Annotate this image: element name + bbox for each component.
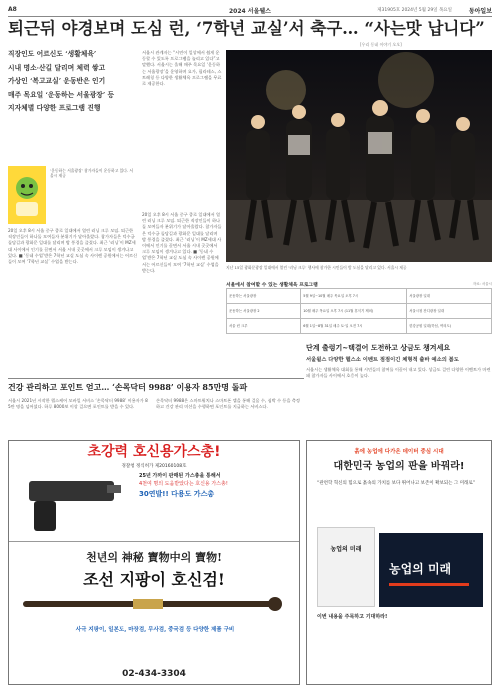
article-body-left: 20일 오후 8시 서울 중구 종로 일대에서 열린 러닝 크루 모임. 퇴근한 직장인들이 하나둘 모여들자 분위기가 달아올랐다. 참가자들은 덕수궁 돌담길과 광화문 일대를 달리며 밤 풍경을 즐겼다. 최근 ‘러닝’이 MZ세대 사이에서 인기를 끌면서 서울 시내 곳곳에서 크루 모임이 생겨나고 있다. ■ ‘동네 수업’받은 7학년 교실 도심 속 사이렌 공원에서는 어르신들이 모여 ‘7학년 교실’ 수업을 받는다. <box>8 228 138 265</box>
ad-top-line: 흙에 농업에 다가온 데이터 중심 시대 <box>354 449 444 455</box>
ad-lines <box>139 472 299 500</box>
book-title: 농업의 미래 <box>330 546 362 553</box>
schedule-title: 서울에서 참여할 수 있는 생활체육 프로그램 <box>226 282 318 288</box>
svg-text:농업의 미래: 농업의 미래 <box>389 562 452 576</box>
subhead-block <box>8 48 138 116</box>
section-rule <box>8 378 304 379</box>
page-number: A8 <box>8 6 17 13</box>
schedule-table <box>226 288 492 334</box>
table-cell: 서울 런 크루 <box>227 319 301 334</box>
table-cell: 서울광장 일대 <box>407 289 492 304</box>
article-body-middle-2: 20일 오후 8시 서울 중구 종로 일대에서 열린 러닝 크루 모임. 퇴근한 직장인들이 하나둘 모여들자 분위기가 달아올랐다. 참가자들은 덕수궁 돌담길과 광화문 일대를 달리며 밤 풍경을 즐겼다. 최근 ‘러닝’이 MZ세대 사이에서 인기를 끌면서 서울 시내 곳곳에서 크루 모임이 생겨나고 있다. ■ ‘동네 수업’받은 7학년 교실 도심 속 사이렌 공원에서는 어르신들이 모여 ‘7학년 교실’ 수업을 받는다. <box>142 212 222 273</box>
ad-line: 25년 가까이 판매된 가스총을 통해서 <box>139 473 221 479</box>
ad-tagline: 천년의 神秘 寶物中의 寶物! <box>86 551 222 564</box>
book-cover <box>317 527 375 607</box>
subhead-line: 직장인도 어르신도 ‘생활체육’ <box>8 50 97 58</box>
book-image <box>379 533 483 607</box>
table-row <box>227 319 492 334</box>
ad-gas-gun <box>8 440 300 685</box>
ad-bottom-text: 사극 지팡이, 일본도, 마장검, 무사검, 중국검 등 다양한 제품 구비 <box>75 627 235 633</box>
bottom-headline: 건강 관리하고 포인트 얻고… ‘손목닥터 9988’ 이용자 85만명 돌파 <box>8 382 248 392</box>
newspaper-logo: 동아일보 <box>468 8 492 15</box>
issue-date: 제31905호 2024년 5월 29일 목요일 <box>377 8 452 13</box>
bottom-article-left: 서울시 2021년 시작한 헬스케어 모바일 서비스 ‘손목닥터 9988’ 이용자가 85만 명을 넘어섰다. 하루 8000보 이상 걸으면 포인트를 받을 수 있다. <box>8 398 148 410</box>
mascot-illustration <box>8 166 46 224</box>
table-cell: 운동하는 서울광장 2 <box>227 304 301 319</box>
subhead-line: 시내 명소·산길 달리며 체력 쌓고 <box>8 63 106 72</box>
table-cell: 6월 1일~8월 31일 매주 토·일 오전 7시 <box>301 319 407 334</box>
bottom-article-right: 손목닥터 9988은 스마트워치나 스마트폰 앱을 통해 걸음 수, 심박 수 등을 측정하고 건강 관리 미션을 수행하면 포인트를 지급하는 서비스다. <box>156 398 300 410</box>
main-headline: 퇴근뒤 야경보며 도심 런, ‘7학년 교실’서 축구… “사는맛 납니다” <box>8 19 485 38</box>
table-cell: 서울시청 잔디광장 일대 <box>407 304 492 319</box>
ad-phone: 02-434-3304 <box>122 669 186 679</box>
right-article <box>306 356 492 427</box>
right-article-body: 서울시는 생활체육 대회를 통해 시민들의 참여를 이끌어 내고 있다. 상금도 걸린 다양한 이벤트가 마련돼 참가자들 사이에서 호응이 높다. <box>306 367 491 379</box>
section-title: 2024 서울웰스 <box>229 8 271 15</box>
table-row <box>227 289 492 304</box>
gas-gun-image <box>19 471 129 535</box>
ad-headline-2: 조선 지팡이 호신검! <box>83 570 225 589</box>
ad-subtitle: 경찰청 정식허가 제20160108호 <box>121 464 187 469</box>
right-article-title: 서울윌스 다양한 헬스소 이벤트 점점이긴 체형적 출바 예소의 봅도 <box>306 357 459 363</box>
table-cell: 한강공원 일대(뚝섬, 여의도) <box>407 319 492 334</box>
secondary-headline: 단계 출렁기~택결어 도전하고 상금도 챙겨세요 <box>306 343 451 352</box>
subhead-line: 매주 목요일 ‘운동하는 서울광장’ 등 <box>8 90 115 99</box>
ad-quote: “관련학 혁신의 힘으로 흙속의 가치를 보다 뛰어나고 보존이 확보되는 그 미래로” <box>317 481 476 486</box>
running-photo <box>226 50 492 262</box>
schedule-note: 자료: 서울시 <box>472 281 492 286</box>
subhead-line: 지자체별 다양한 프로그램 진행 <box>8 104 101 112</box>
ad-agriculture-book <box>306 440 492 685</box>
cane-image <box>23 595 287 613</box>
ad-title: 초강력 호신용가스총! <box>87 444 221 460</box>
page-header <box>8 6 492 16</box>
photo-caption: 지난 15일 광화문광장 일대에서 열린 ‘러닝 크루’ 행사에 참가한 시민들이 밤 도심을 달리고 있다. 서울시 제공 <box>226 265 407 270</box>
sidebar-caption: ‘운동하는 서울광장’ 참가자들이 운동하고 있다. 서울시 제공 <box>50 168 134 179</box>
ad-right-title: 대한민국 농업의 판을 바꿔라! <box>333 461 465 472</box>
schedule-box <box>226 280 492 340</box>
table-cell: 10월 매주 목요일 오후 7시 (11월 휴식기 제외) <box>301 304 407 319</box>
article-body-middle: 서울시 관계자는 “시민이 일상에서 쉽게 운동할 수 있도록 프로그램을 늘리고 있다”고 말했다. 서울시는 올해 매주 목요일 ‘운동하는 서울광장’을 운영하며 요가, 필라테스, 스트레칭 등 다양한 생활체육 프로그램을 무료로 제공한다. <box>142 50 222 87</box>
table-cell: 5월 9일~10월 매주 목요일 오후 7시 <box>301 289 407 304</box>
ad-line: 4천여 명의 도움받았다는 호신용 가스총! <box>139 481 228 487</box>
subhead-line: 가상인 ‘복고교실’ 운동반은 인기 <box>8 77 106 85</box>
table-cell: 운동하는 서울광장 <box>227 289 301 304</box>
ad-line: 30연발!! 다용도 가스총 <box>139 490 215 498</box>
book-subtitle: 이번 내용을 주목하고 기대하라! <box>317 614 388 620</box>
table-row <box>227 304 492 319</box>
headline-note: [우리 동네 이야기 오오] <box>360 42 402 47</box>
